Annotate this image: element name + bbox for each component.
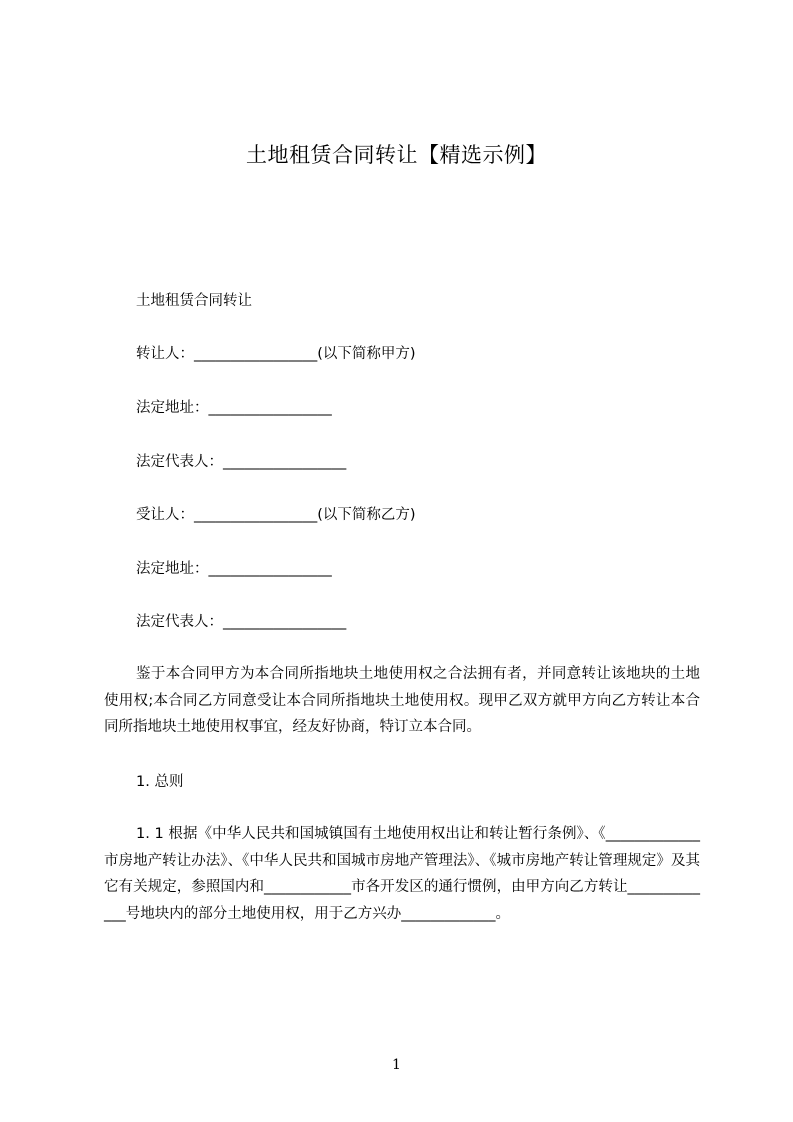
section-heading: 1. 总则 xyxy=(136,774,184,790)
page-number: 1 xyxy=(392,1057,401,1073)
transferor-address-field: 法定地址：_________________ xyxy=(136,400,332,416)
transferor-representative-field: 法定代表人：_________________ xyxy=(136,454,347,470)
transferee-representative-field: 法定代表人：_________________ xyxy=(136,614,347,630)
transferor-field: 转让人：_________________(以下简称甲方) xyxy=(136,346,416,362)
clause-1-1-paragraph: 1. 1 根据《中华人民共和国城镇国有土地使用权出让和转让暂行条例》、《_____________市房地产转让办法》、《中华人民共和国城市房地产管理法》、《城市房地产转让管理规定》及其它有关规定，参照国内和____________市各开发区的通行惯例，由甲方向乙方转让_____________号地块内的部分土地使用权，用于乙方兴办_____________。 xyxy=(104,826,700,922)
document-subtitle: 土地租赁合同转让 xyxy=(136,293,252,309)
document-title: 土地租赁合同转让【精选示例】 xyxy=(246,143,547,167)
preamble-paragraph: 鉴于本合同甲方为本合同所指地块土地使用权之合法拥有者，并同意转让该地块的土地使用权;本合同乙方同意受让本合同所指地块土地使用权。现甲乙双方就甲方向乙方转让本合同所指地块土地使用权事宜，经友好协商，特订立本合同。 xyxy=(104,666,700,735)
transferee-address-field: 法定地址：_________________ xyxy=(136,561,332,577)
transferee-field: 受让人：_________________(以下简称乙方) xyxy=(136,507,416,523)
